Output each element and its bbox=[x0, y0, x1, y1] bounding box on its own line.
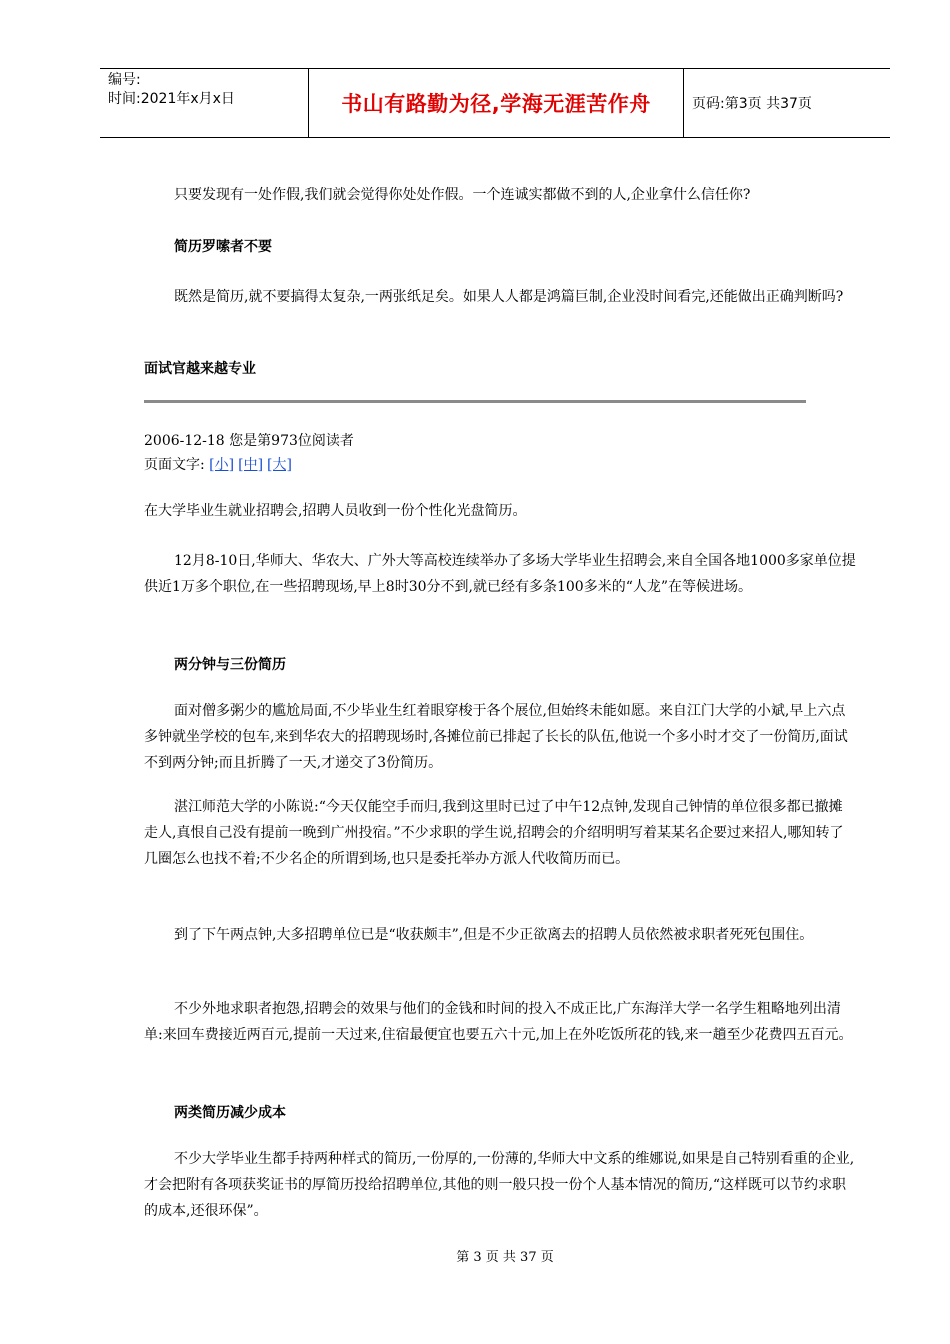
paragraph: 12月8-10日,华师大、华农大、广外大等高校连续举办了多场大学毕业生招聘会,来自全国各地1000多家单位提供近1万多个职位,在一些招聘现场,早上8时30分不到,就已经有多条100多米的“人龙”在等候进场。 bbox=[144, 553, 856, 595]
article-date-line: 2006-12-18 您是第973位阅读者 bbox=[144, 433, 354, 449]
code-label: 编号: bbox=[108, 72, 141, 88]
header-motto: 书山有路勤为径,学海无涯苦作舟 bbox=[309, 69, 684, 137]
header-page-label: 页码:第3页 共37页 bbox=[692, 96, 812, 112]
article-title: 面试官越来越专业 bbox=[144, 361, 256, 377]
time-label: 时间:2021年x月x日 bbox=[108, 91, 235, 107]
font-size-label: 页面文字: bbox=[144, 457, 205, 473]
paragraph: 面对僧多粥少的尴尬局面,不少毕业生红着眼穿梭于各个展位,但始终未能如愿。来自江门大学的小斌,早上六点多钟就坐学校的包车,来到华农大的招聘现场时,各摊位前已排起了长长的队伍,他说一个多小时才交了一份简历,面试不到两分钟;而且折腾了一天,才递交了3份简历。 bbox=[144, 703, 848, 771]
font-size-large-link[interactable]: [大] bbox=[267, 457, 292, 473]
paragraph: 到了下午两点钟,大多招聘单位已是“收获颇丰”,但是不少正欲离去的招聘人员依然被求职者死死包围住。 bbox=[174, 927, 814, 943]
section-heading: 两类简历减少成本 bbox=[174, 1105, 286, 1121]
divider bbox=[144, 400, 806, 403]
paragraph: 在大学毕业生就业招聘会,招聘人员收到一份个性化光盘简历。 bbox=[144, 503, 527, 519]
paragraph: 不少大学毕业生都手持两种样式的简历,一份厚的,一份薄的,华师大中文系的维娜说,如果是自己特别看重的企业,才会把附有各项获奖证书的厚简历投给招聘单位,其他的则一般只投一份个人基本情况的简历,“这样既可以节约求职的成本,还很环保”。 bbox=[144, 1151, 855, 1219]
font-size-controls bbox=[144, 454, 296, 476]
font-size-medium-link[interactable]: [中] bbox=[238, 457, 264, 473]
section-heading: 两分钟与三份简历 bbox=[174, 657, 286, 673]
page-footer: 第 3 页 共 37 页 bbox=[456, 1250, 554, 1265]
page-header bbox=[100, 68, 890, 138]
paragraph: 不少外地求职者抱怨,招聘会的效果与他们的金钱和时间的投入不成正比,广东海洋大学一名学生粗略地列出清单:来回车费接近两百元,提前一天过来,住宿最便宜也要五六十元,加上在外吃饭所花的钱,来一趟至少花费四五百元。 bbox=[144, 1001, 853, 1043]
paragraph: 湛江师范大学的小陈说:“今天仅能空手而归,我到这里时已过了中午12点钟,发现自己钟情的单位很多都已撤摊走人,真恨自己没有提前一晚到广州投宿。”不少求职的学生说,招聘会的介绍明明写着某某名企要过来招人,哪知转了几圈怎么也找不着;不少名企的所谓到场,也只是委托举办方派人代收简历而已。 bbox=[144, 799, 844, 867]
section-heading: 简历罗嗦者不要 bbox=[174, 239, 272, 255]
header-meta bbox=[100, 69, 309, 137]
font-size-small-link[interactable]: [小] bbox=[209, 457, 235, 473]
paragraph: 既然是简历,就不要搞得太复杂,一两张纸足矣。如果人人都是鸿篇巨制,企业没时间看完,还能做出正确判断吗? bbox=[174, 289, 844, 305]
paragraph: 只要发现有一处作假,我们就会觉得你处处作假。一个连诚实都做不到的人,企业拿什么信任你? bbox=[174, 187, 751, 203]
